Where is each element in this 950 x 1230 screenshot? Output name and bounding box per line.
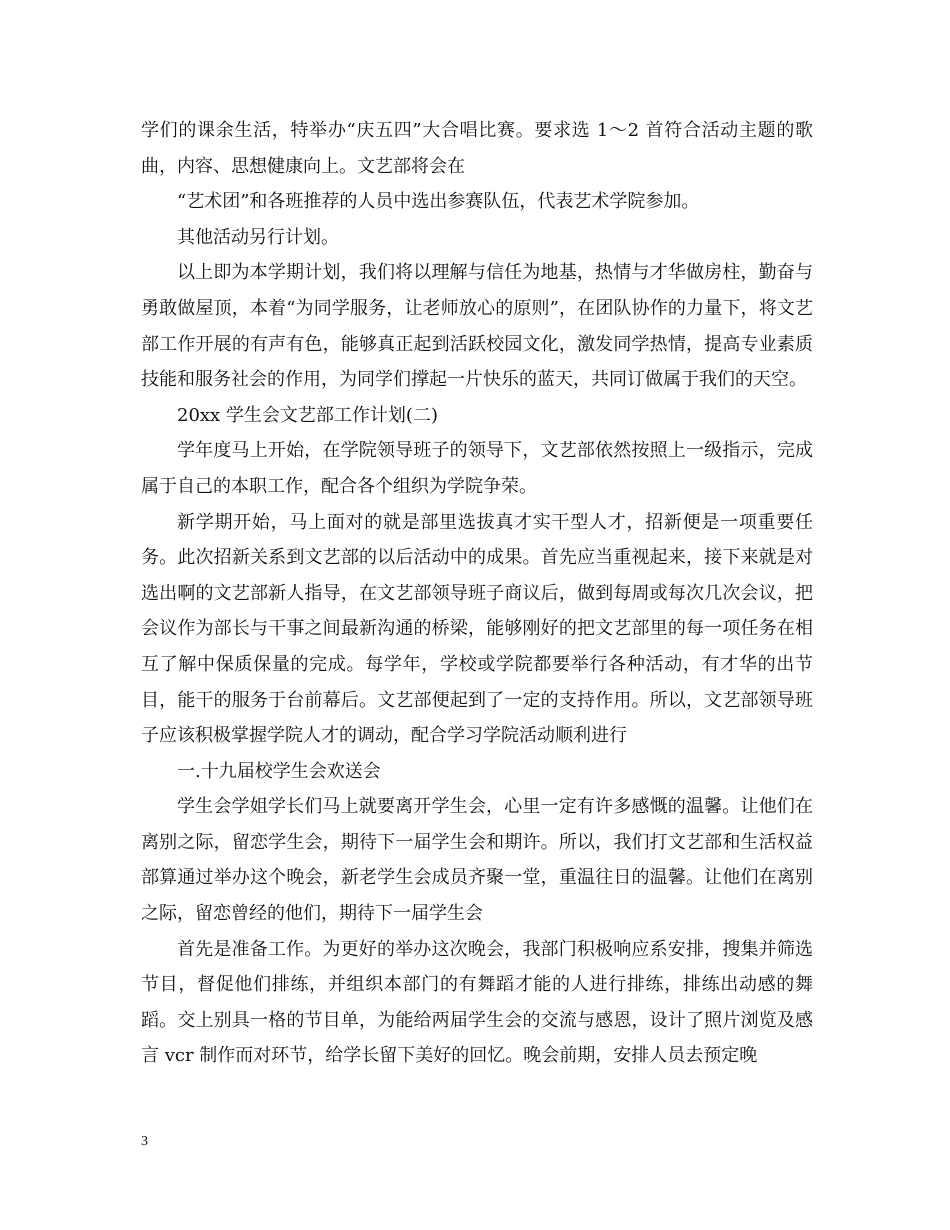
paragraph-1: 学们的课余生活，特举办“庆五四”大合唱比赛。要求选 1～2 首符合活动主题的歌曲，内容、思想健康向上。文艺部将会在 <box>141 120 813 177</box>
paragraph-4: 以上即为本学期计划，我们将以理解与信任为地基，热情与才华做房柱，勤奋与勇敢做屋顶，本着“为同学服务，让老师放心的原则”，在团队协作的力量下，将文艺部工作开展的有声有色，能够真正起到活跃校园文化，激发同学热情，提高专业素质技能和服务社会的作用，为同学们撑起一片快乐的蓝天，共同订做属于我们的天空。 <box>141 262 813 391</box>
document-body <box>141 113 813 1074</box>
paragraph-6: 学年度马上开始，在学院领导班子的领导下，文艺部依然按照上一级指示，完成属于自己的本职工作，配合各个组织为学院争荣。 <box>141 440 813 497</box>
paragraph-10: 首先是准备工作。为更好的举办这次晚会，我部门积极响应系安排，搜集并筛选节目，督促他们排练，并组织本部门的有舞蹈才能的人进行排练，排练出动感的舞蹈。交上别具一格的节目单，为能给两届学生会的交流与感恩，设计了照片浏览及感言 vcr 制作而对环节，给学长留下美好的回忆。晚会前期，安排人员去预定晚 <box>141 938 813 1067</box>
paragraph-2: “艺术团”和各班推荐的人员中选出参赛队伍，代表艺术学院参加。 <box>177 191 700 213</box>
paragraph-9: 学生会学姐学长们马上就要离开学生会，心里一定有许多感慨的温馨。让他们在离别之际，留恋学生会，期待下一届学生会和期许。所以，我们打文艺部和生活权益部算通过举办这个晚会，新老学生会成员齐聚一堂，重温往日的温馨。让他们在离别之际，留恋曾经的他们，期待下一届学生会 <box>141 796 813 925</box>
paragraph-7: 新学期开始，马上面对的就是部里选拔真才实干型人才，招新便是一项重要任务。此次招新关系到文艺部的以后活动中的成果。首先应当重视起来，接下来就是对选出啊的文艺部新人指导，在文艺部领导班子商议后，做到每周或每次几次会议，把会议作为部长与干事之间最新沟通的桥梁，能够刚好的把文艺部里的每一项任务在相互了解中保质保量的完成。每学年，学校或学院都要举行各种活动，有才华的出节目，能干的服务于台前幕后。文艺部便起到了一定的支持作用。所以，文艺部领导班子应该积极掌握学院人才的调动，配合学习学院活动顺利进行 <box>141 511 813 747</box>
section-heading-plan-2: 20xx 学生会文艺部工作计划(二) <box>177 404 438 426</box>
section-heading-farewell: 一.十九届校学生会欢送会 <box>177 760 381 782</box>
paragraph-3: 其他活动另行计划。 <box>177 226 339 248</box>
page-number: 3 <box>141 1134 148 1149</box>
